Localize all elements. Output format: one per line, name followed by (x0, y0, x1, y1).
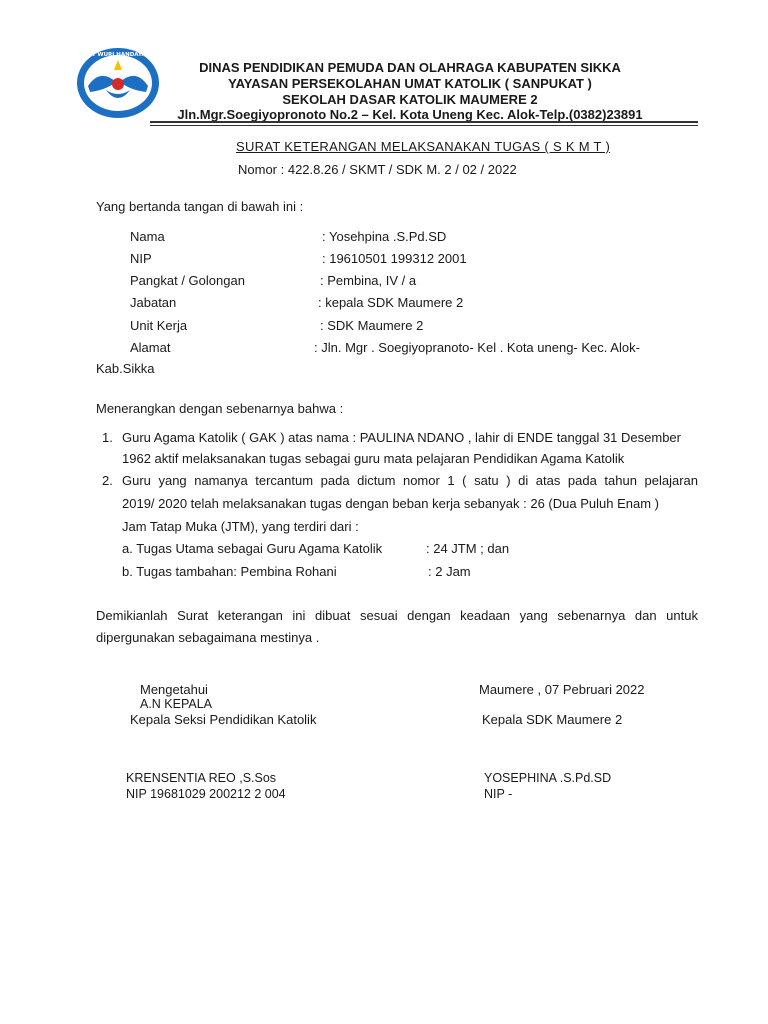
item-2-number: 2. (102, 473, 113, 488)
document-number: Nomor : 422.8.26 / SKMT / SDK M. 2 / 02 / 2022 (238, 162, 517, 177)
letterhead-line-2: YAYASAN PERSEKOLAHAN UMAT KATOLIK ( SANPUKAT ) (228, 76, 592, 91)
sign-left-acknowledge: Mengetahui (140, 682, 208, 697)
sign-right-date: Maumere , 07 Pebruari 2022 (479, 682, 645, 697)
sign-left-role: Kepala Seksi Pendidikan Katolik (130, 712, 317, 727)
sign-right-role: Kepala SDK Maumere 2 (482, 712, 623, 727)
item-1-line-1: Guru Agama Katolik ( GAK ) atas nama : PAULINA NDANO , lahir di ENDE tanggal 31 Desember (122, 430, 681, 445)
sub-item-a-value: : 24 JTM ; dan (426, 541, 510, 556)
letterhead-line-3: SEKOLAH DASAR KATOLIK MAUMERE 2 (282, 92, 538, 107)
letterhead-rule-thin (150, 125, 698, 126)
item-1-number: 1. (102, 430, 113, 445)
identity-value-unit: : SDK Maumere 2 (320, 318, 424, 333)
sign-left-name: KRENSENTIA REO ,S.Sos (126, 771, 277, 785)
identity-label-address: Alamat (130, 340, 171, 355)
item-2-line-1: Guru yang namanya tercantum pada dictum nomor 1 ( satu ) di atas pada tahun pelajaran (122, 473, 698, 488)
identity-value-name: : Yosehpina .S.Pd.SD (322, 229, 447, 244)
item-2-line-3: Jam Tatap Muka (JTM), yang terdiri dari : (122, 519, 359, 534)
identity-label-position: Jabatan (130, 295, 177, 310)
intro-text: Yang bertanda tangan di bawah ini : (96, 199, 304, 214)
sign-left-on-behalf: A.N KEPALA (140, 697, 213, 711)
item-2-line-2: 2019/ 2020 telah melaksanakan tugas dengan beban kerja sebanyak : 26 (Dua Puluh Enam ) (122, 496, 659, 511)
identity-value-address: : Jln. Mgr . Soegiyopranoto- Kel . Kota uneng- Kec. Alok- (314, 340, 640, 355)
identity-value-rank: : Pembina, IV / a (320, 273, 417, 288)
svg-text:TUT WURI HANDAYANI: TUT WURI HANDAYANI (83, 52, 153, 58)
identity-label-nip: NIP (130, 251, 152, 266)
sign-left-nip: NIP 19681029 200212 2 004 (126, 787, 286, 801)
item-1-line-2: 1962 aktif melaksanakan tugas sebagai guru mata pelajaran Pendidikan Agama Katolik (122, 451, 625, 466)
school-logo (76, 46, 160, 120)
identity-value-position: : kepala SDK Maumere 2 (318, 295, 464, 310)
sub-item-b-label: b. Tugas tambahan: Pembina Rohani (122, 564, 337, 579)
sub-item-a-label: a. Tugas Utama sebagai Guru Agama Katolik (122, 541, 383, 556)
identity-value-nip: : 19610501 199312 2001 (322, 251, 467, 266)
declaration-text: Menerangkan dengan sebenarnya bahwa : (96, 401, 344, 416)
identity-label-unit: Unit Kerja (130, 318, 188, 333)
identity-label-name: Nama (130, 229, 165, 244)
document-title: SURAT KETERANGAN MELAKSANAKAN TUGAS ( S K M T ) (236, 139, 611, 154)
identity-label-rank: Pangkat / Golongan (130, 273, 245, 288)
closing-line-2: dipergunakan sebagaimana mestinya . (96, 630, 320, 645)
address-continuation: Kab.Sikka (96, 361, 155, 376)
letterhead-line-1: DINAS PENDIDIKAN PEMUDA DAN OLAHRAGA KABUPATEN SIKKA (199, 60, 621, 75)
letterhead-rule-thick (150, 121, 698, 123)
sign-right-name: YOSEPHINA .S.Pd.SD (484, 771, 612, 785)
sub-item-b-value: : 2 Jam (428, 564, 471, 579)
sign-right-nip: NIP - (484, 787, 513, 801)
closing-line-1: Demikianlah Surat keterangan ini dibuat sesuai dengan keadaan yang sebenarnya dan untuk (96, 608, 698, 623)
letterhead-address: Jln.Mgr.Soegiyopronoto No.2 – Kel. Kota Uneng Kec. Alok-Telp.(0382)23891 (177, 107, 643, 122)
